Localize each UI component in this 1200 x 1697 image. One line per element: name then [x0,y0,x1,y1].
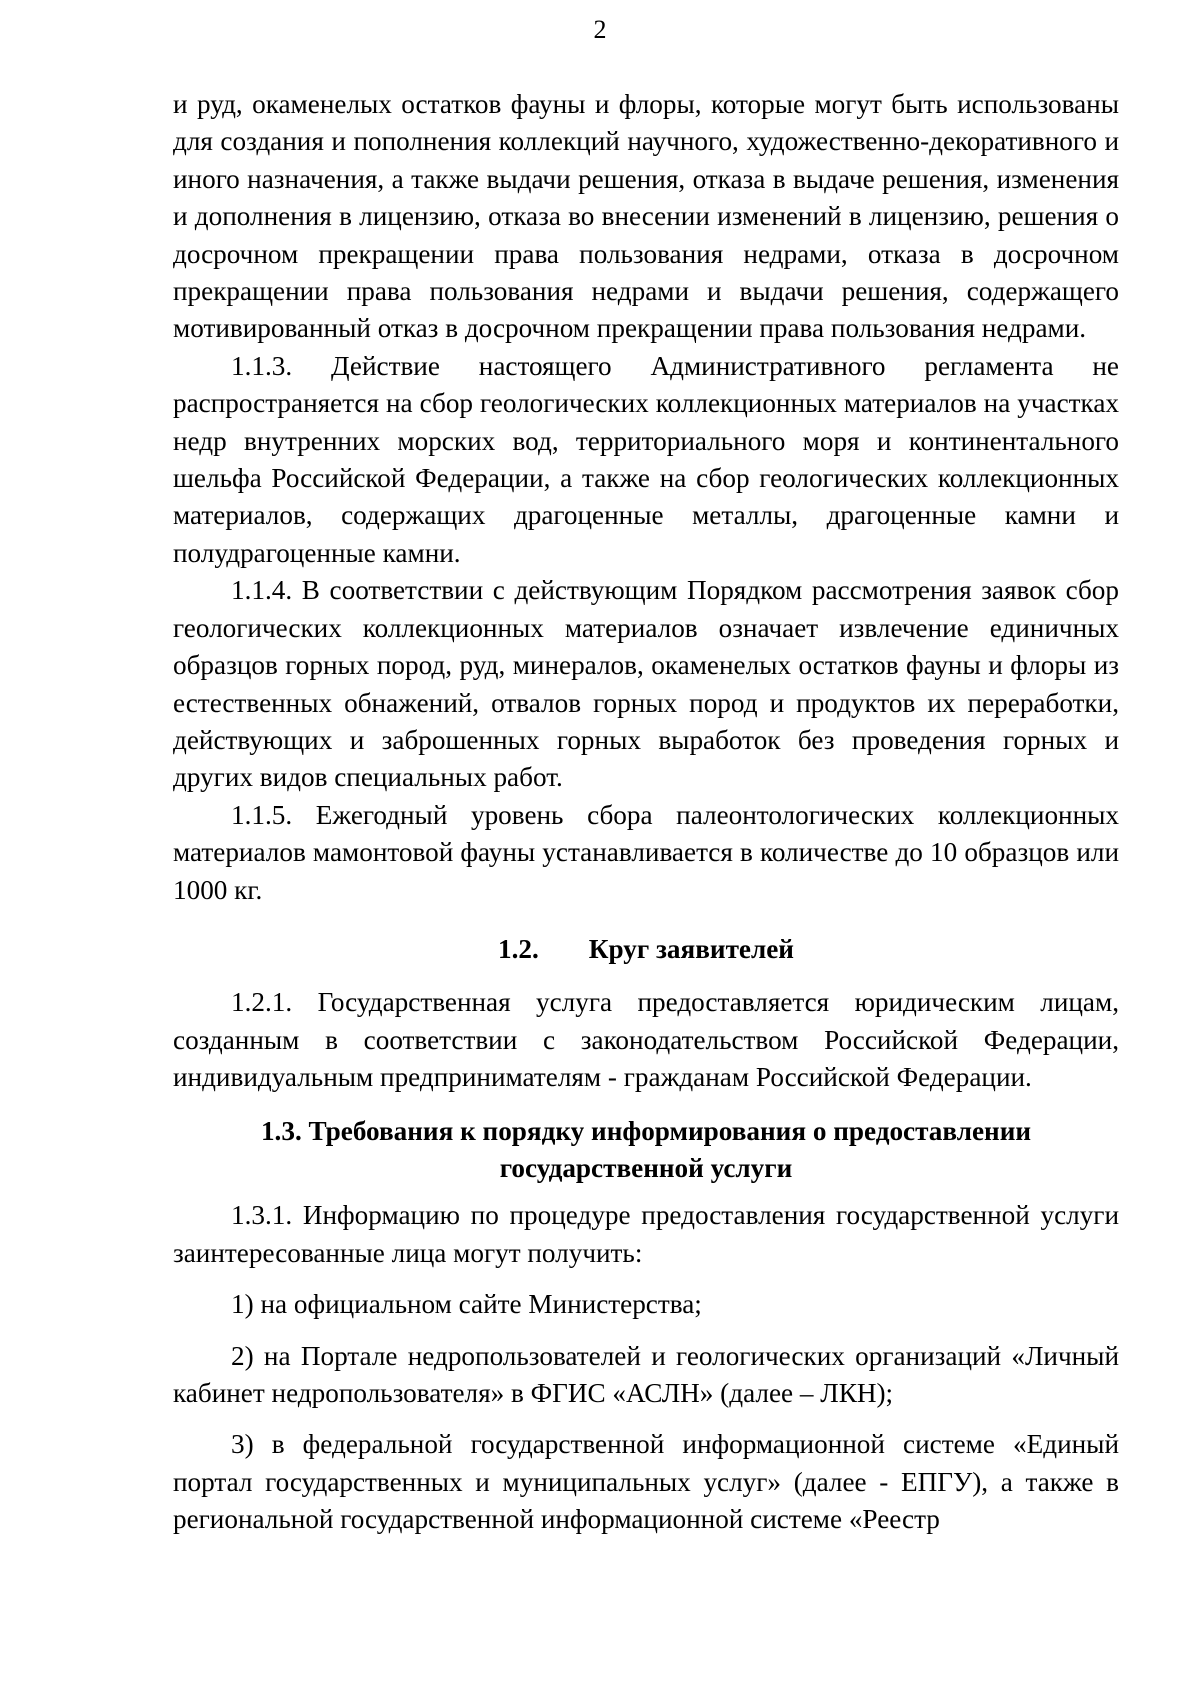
section-number: 1.2. [498,933,539,964]
section-heading-line-2: государственной услуги [499,1152,793,1183]
paragraph-continuation: и руд, окаменелых остатков фауны и флоры, которые могут быть использованы для создания и пополнения коллекций научного, художественно-декоративного и иного назначения, а также выдачи решения, отказа в выдаче решения, изменения и дополнения в лицензию, отказа во внесении изменений в лицензию, решения о досрочном прекращении права пользования недрами, отказа в досрочном прекращении права пользования недрами и выдачи решения, содержащего мотивированный отказ в досрочном прекращении права пользования недрами. [173,89,1119,344]
paragraph-1-3-1: 1.3.1. Информацию по процедуре предоставления государственной услуги заинтересованные лица могут получить: [173,1200,1119,1268]
section-heading-1-2 [173,931,1119,968]
document-body [173,86,1119,1539]
paragraph-1-1-3: 1.1.3. Действие настоящего Административного регламента не распространяется на сбор геологических коллекционных материалов на участках недр внутренних морских вод, территориального моря и континентального шельфа Российской Федерации, а также на сбор геологических коллекционных материалов, содержащих драгоценные металлы, драгоценные камни и полудрагоценные камни. [173,350,1119,568]
section-heading-line-1: 1.3. Требования к порядку информирования о предоставлении [260,1115,1032,1146]
list-item-1: 1) на официальном сайте Министерства; [231,1289,702,1320]
paragraph-1-1-5: 1.1.5. Ежегодный уровень сбора палеонтологических коллекционных материалов мамонтовой фауны устанавливается в количестве до 10 образцов или 1000 кг. [173,799,1119,905]
paragraph-1-2-1: 1.2.1. Государственная услуга предоставляется юридическим лицам, созданным в соответствии с законодательством Российской Федерации, индивидуальным предпринимателям - гражданам Российской Федерации. [173,987,1119,1093]
section-heading-1-3 [173,1113,1119,1188]
page-number: 2 [593,15,607,44]
section-title: Круг заявителей [588,933,794,964]
list-item-3: 3) в федеральной государственной информационной системе «Единый портал государственных и муниципальных услуг» (далее - ЕПГУ), а также в региональной государственной информационной системе «Реестр [173,1429,1119,1535]
list-item-2: 2) на Портале недропользователей и геологических организаций «Личный кабинет недропользователя» в ФГИС «АСЛН» (далее – ЛКН); [173,1340,1119,1408]
paragraph-1-1-4: 1.1.4. В соответствии с действующим Порядком рассмотрения заявок сбор геологических коллекционных материалов означает извлечение единичных образцов горных пород, руд, минералов, окаменелых остатков фауны и флоры из естественных обнажений, отвалов горных пород и продуктов их переработки, действующих и заброшенных горных выработок без проведения горных и других видов специальных работ. [173,575,1119,793]
